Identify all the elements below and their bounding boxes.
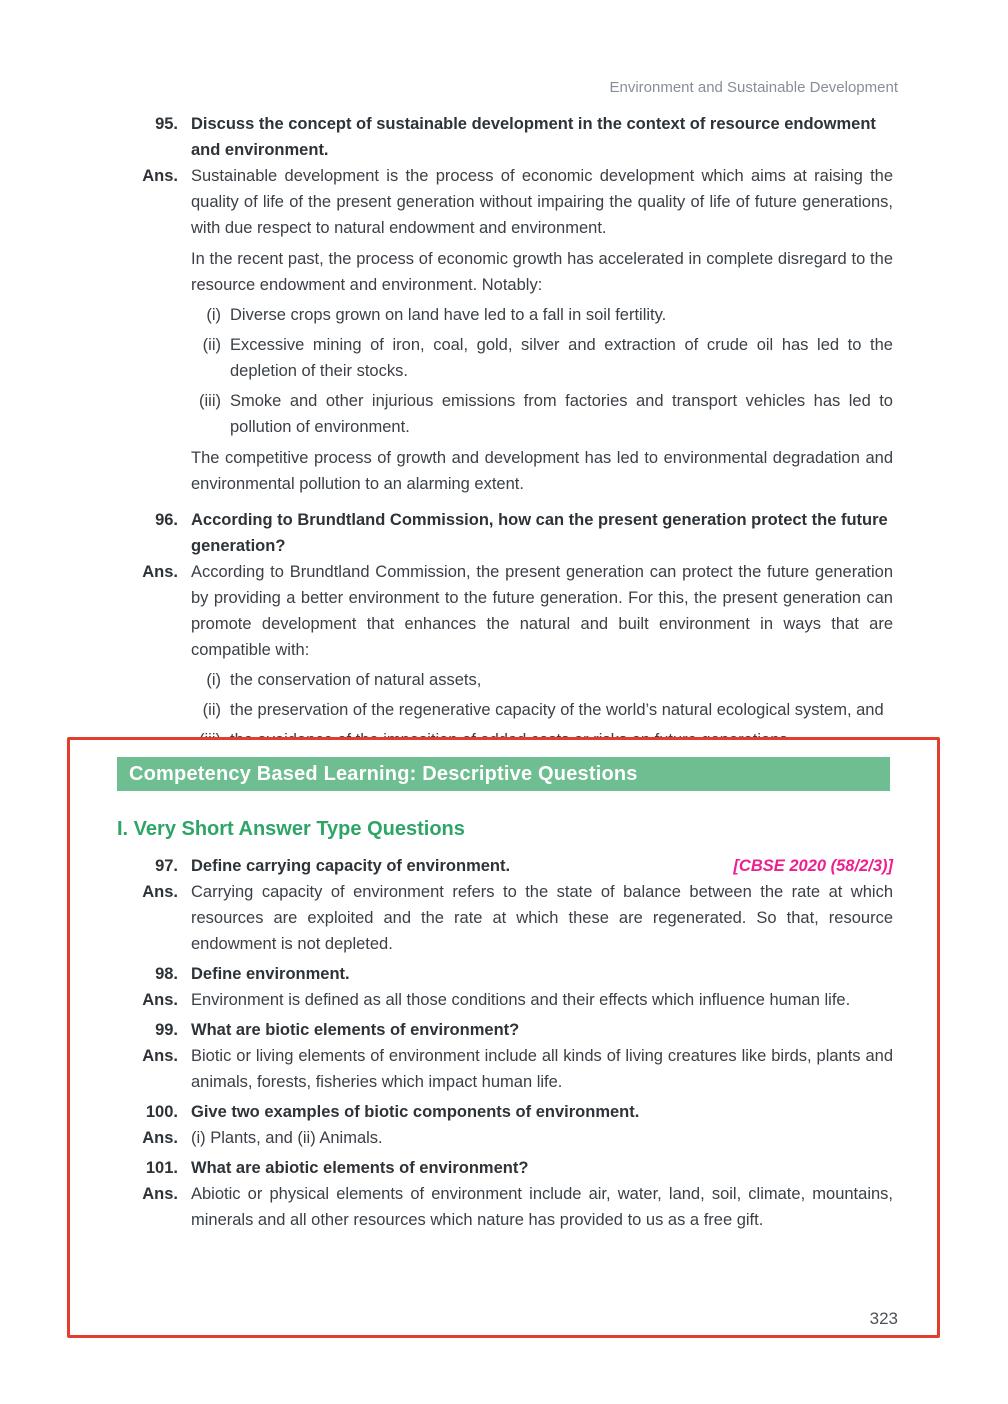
qa-pair-99 [130, 1017, 893, 1095]
list-marker: (i) [206, 671, 221, 689]
question-100 [130, 1099, 893, 1125]
list-marker: (ii) [202, 336, 221, 354]
answer-label: Ans. [142, 1129, 178, 1147]
answer-96 [130, 559, 893, 753]
exam-reference-tag: [CBSE 2020 (58/2/3)] [733, 857, 893, 875]
answer-text: Biotic or living elements of environment include all kinds of living creatures like birds, plants and animals, forests, fisheries which impact human life. [191, 1047, 893, 1091]
qa-pair-98 [130, 961, 893, 1013]
question-number: 101. [145, 1159, 178, 1177]
question-101 [130, 1155, 893, 1181]
answer-paragraph: According to Brundtland Commission, the present generation can protect the future generation by providing a better environment to the future generation. For this, the present generation can promote development that enhances the natural and built environment in ways that are compatible with: [191, 563, 893, 659]
list-item [191, 667, 893, 693]
question-number: 100. [145, 1103, 178, 1121]
answer-label: Ans. [142, 167, 178, 185]
question-text: What are biotic elements of environment? [191, 1021, 520, 1039]
answer-100 [130, 1125, 893, 1151]
section-heading: I. Very Short Answer Type Questions [117, 818, 465, 840]
question-text: Discuss the concept of sustainable development in the context of resource endowment and environment. [191, 115, 876, 159]
list-marker: (iii) [199, 392, 221, 410]
question-text: What are abiotic elements of environment? [191, 1159, 529, 1177]
list-item-text: the preservation of the regenerative capacity of the world’s natural ecological system, and [230, 701, 884, 719]
answer-label: Ans. [142, 883, 178, 901]
answer-101 [130, 1181, 893, 1233]
box-questions [130, 853, 893, 1233]
answer-paragraph: Sustainable development is the process of economic development which aims at raising the quality of life of the present generation without impairing the quality of life of future generations, with due respect to natural endowment and environment. [191, 167, 893, 237]
main-content [130, 111, 893, 753]
question-text: Define carrying capacity of environment. [191, 857, 511, 875]
question-number: 97. [155, 857, 178, 875]
answer-text: Carrying capacity of environment refers to the state of balance between the rate at which resources are exploited and the rate at which these are regenerated. So that, resource endowment is not depleted. [191, 883, 893, 953]
answer-label: Ans. [142, 1185, 178, 1203]
answer-label: Ans. [142, 1047, 178, 1065]
answer-paragraph: In the recent past, the process of economic growth has accelerated in complete disregard to the resource endowment and environment. Notably: [191, 250, 893, 294]
list-item-text: Diverse crops grown on land have led to a fall in soil fertility. [230, 306, 667, 324]
answer-paragraph: The competitive process of growth and development has led to environmental degradation and environmental pollution to an alarming extent. [191, 449, 893, 493]
competency-banner: Competency Based Learning: Descriptive Questions [117, 757, 890, 791]
list-marker: (ii) [202, 701, 221, 719]
answer-label: Ans. [142, 563, 178, 581]
question-98 [130, 961, 893, 987]
list-item [191, 332, 893, 384]
answer-body [191, 163, 893, 497]
question-97 [130, 853, 893, 879]
question-number: 96. [155, 511, 178, 529]
list-marker: (i) [206, 306, 221, 324]
list-item-text: the conservation of natural assets, [230, 671, 482, 689]
list-item [191, 302, 893, 328]
question-99 [130, 1017, 893, 1043]
answer-body [191, 559, 893, 753]
qa-pair-100 [130, 1099, 893, 1151]
question-95 [130, 111, 893, 163]
question-96 [130, 507, 893, 559]
list-item-text: Smoke and other injurious emissions from factories and transport vehicles has led to pollution of environment. [230, 392, 893, 436]
question-number: 95. [155, 115, 178, 133]
question-number: 98. [155, 965, 178, 983]
answer-98 [130, 987, 893, 1013]
answer-label: Ans. [142, 991, 178, 1009]
competency-box [67, 737, 940, 1338]
qa-pair-97 [130, 853, 893, 957]
question-number: 99. [155, 1021, 178, 1039]
question-text: Define environment. [191, 965, 350, 983]
answer-95 [130, 163, 893, 497]
answer-text: (i) Plants, and (ii) Animals. [191, 1129, 383, 1147]
list-item-text: Excessive mining of iron, coal, gold, silver and extraction of crude oil has led to the depletion of their stocks. [230, 336, 893, 380]
list-item [191, 388, 893, 440]
list-item [191, 697, 893, 723]
answer-99 [130, 1043, 893, 1095]
answer-97 [130, 879, 893, 957]
question-text: According to Brundtland Commission, how can the present generation protect the future generation? [191, 511, 888, 555]
page-number: 323 [869, 1309, 898, 1328]
answer-text: Environment is defined as all those conditions and their effects which influence human life. [191, 991, 851, 1009]
answer-text: Abiotic or physical elements of environment include air, water, land, soil, climate, mountains, minerals and all other resources which nature has provided to us as a free gift. [191, 1185, 893, 1229]
qa-pair-101 [130, 1155, 893, 1233]
question-line [191, 853, 893, 879]
question-text: Give two examples of biotic components of environment. [191, 1103, 640, 1121]
running-header-chapter-title: Environment and Sustainable Development [609, 79, 898, 96]
